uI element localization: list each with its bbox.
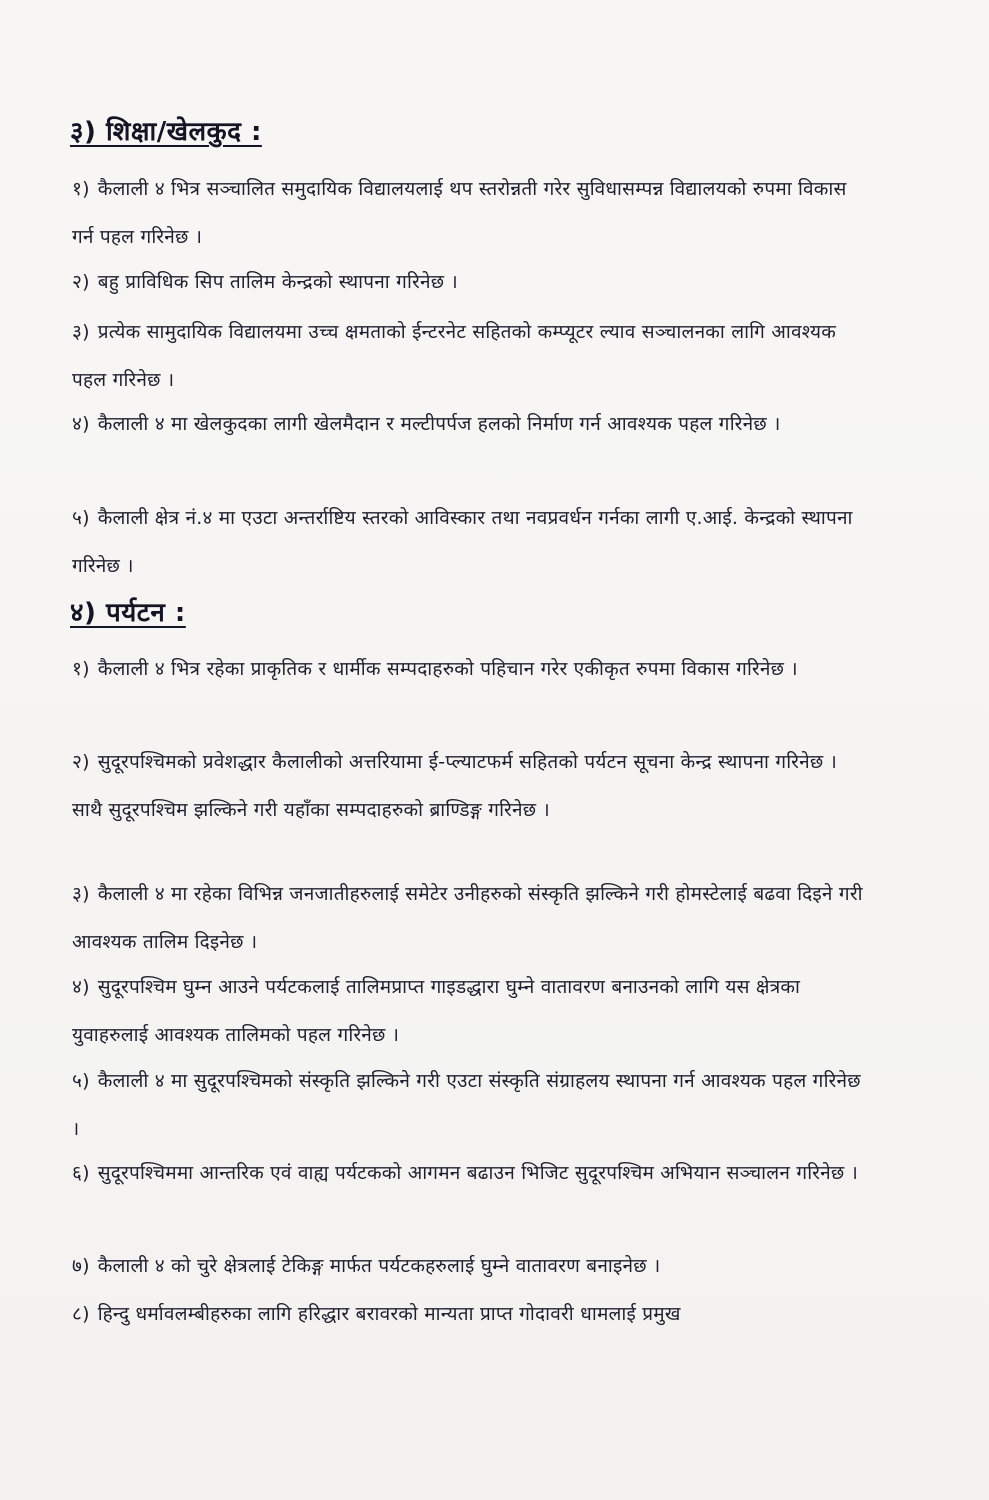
item-text: सुदूरपश्चिम घुम्न आउने पर्यटकलाई तालिमप्राप्त गाइडद्धारा घुम्ने वातावरण बनाउनको लागि यस क्षेत्रका युवाहरुलाई आवश्यक तालिमको पहल गरिनेछ । bbox=[72, 976, 801, 1046]
list-item bbox=[72, 1057, 869, 1153]
item-text: कैलाली ४ को चुरे क्षेत्रलाई टेकिङ्ग मार्फत पर्यटकहरुलाई घुम्ने वातावरण बनाइनेछ । bbox=[97, 1255, 661, 1277]
item-number: ६) bbox=[72, 1162, 90, 1184]
item-text: बहु प्राविधिक सिप तालिम केन्द्रको स्थापना गरिनेछ । bbox=[97, 271, 458, 293]
item-number: ५) bbox=[72, 1070, 90, 1092]
list-item bbox=[72, 738, 869, 834]
section-heading-tourism: ४) पर्यटन : bbox=[70, 598, 186, 628]
item-number: ८) bbox=[72, 1303, 90, 1325]
item-number: १) bbox=[72, 658, 90, 680]
section-heading-education-sports: ३) शिक्षा/खेलकुद : bbox=[70, 117, 262, 147]
item-text: सुदूरपश्चिममा आन्तरिक एवं वाह्य पर्यटकको आगमन बढाउन भिजिट सुदूरपश्चिम अभियान सञ्चालन गरिनेछ । bbox=[97, 1162, 859, 1184]
list-item bbox=[72, 165, 869, 261]
item-number: ५) bbox=[72, 507, 90, 529]
item-text: कैलाली ४ मा रहेका विभिन्न जनजातीहरुलाई समेटेर उनीहरुको संस्कृति झल्किने गरी होमस्टेलाई बढवा दिइने गरी आवश्यक तालिम दिइनेछ । bbox=[72, 883, 863, 953]
item-text: कैलाली ४ मा खेलकुदका लागी खेलमैदान र मल्टीपर्पज हलको निर्माण गर्न आवश्यक पहल गरिनेछ । bbox=[97, 413, 781, 435]
item-text: कैलाली क्षेत्र नं.४ मा एउटा अन्तर्राष्टिय स्तरको आविस्कार तथा नवप्रवर्धन गर्नका लागी ए.आई. केन्द्रको स्थापना गरिनेछ । bbox=[72, 507, 853, 577]
item-text: हिन्दु धर्मावलम्बीहरुका लागि हरिद्धार बरावरको मान्यता प्राप्त गोदावरी धामलाई प्रमुख bbox=[97, 1303, 681, 1325]
item-text: कैलाली ४ भित्र सञ्चालित समुदायिक विद्यालयलाई थप स्तरोन्नती गरेर सुविधासम्पन्न विद्यालयको रुपमा विकास गर्न पहल गरिनेछ । bbox=[72, 178, 847, 248]
list-item bbox=[72, 258, 869, 306]
item-number: ४) bbox=[72, 976, 90, 998]
item-number: ४) bbox=[72, 413, 90, 435]
list-item bbox=[72, 400, 869, 448]
item-text: सुदूरपश्चिमको प्रवेशद्धार कैलालीको अत्तरियामा ई-प्ल्याटफर्म सहितको पर्यटन सूचना केन्द्र स्थापना गरिनेछ । साथै सुदूरपश्चिम झल्किने गरी यहाँका सम्पदाहरुको ब्राण्डिङ्ग गरिनेछ । bbox=[72, 751, 838, 821]
list-item bbox=[72, 1242, 869, 1290]
item-number: १) bbox=[72, 178, 90, 200]
item-number: ३) bbox=[72, 883, 90, 905]
list-item bbox=[72, 494, 869, 590]
list-item bbox=[72, 308, 869, 404]
item-text: कैलाली ४ भित्र रहेका प्राकृतिक र धार्मीक सम्पदाहरुको पहिचान गरेर एकीकृत रुपमा विकास गरिनेछ । bbox=[97, 658, 798, 680]
list-item bbox=[72, 645, 869, 693]
item-number: ७) bbox=[72, 1255, 90, 1277]
item-number: २) bbox=[72, 751, 90, 773]
list-item bbox=[72, 963, 869, 1059]
list-item bbox=[72, 1290, 869, 1338]
item-text: प्रत्येक सामुदायिक विद्यालयमा उच्च क्षमताको ईन्टरनेट सहितको कम्प्यूटर ल्याव सञ्चालनका लागि आवश्यक पहल गरिनेछ । bbox=[72, 321, 836, 391]
item-number: ३) bbox=[72, 321, 90, 343]
item-text: कैलाली ४ मा सुदूरपश्चिमको संस्कृति झल्किने गरी एउटा संस्कृति संग्राहलय स्थापना गर्न आवश्यक पहल गरिनेछ । bbox=[72, 1070, 861, 1140]
list-item bbox=[72, 870, 869, 966]
item-number: २) bbox=[72, 271, 90, 293]
list-item bbox=[72, 1149, 869, 1197]
